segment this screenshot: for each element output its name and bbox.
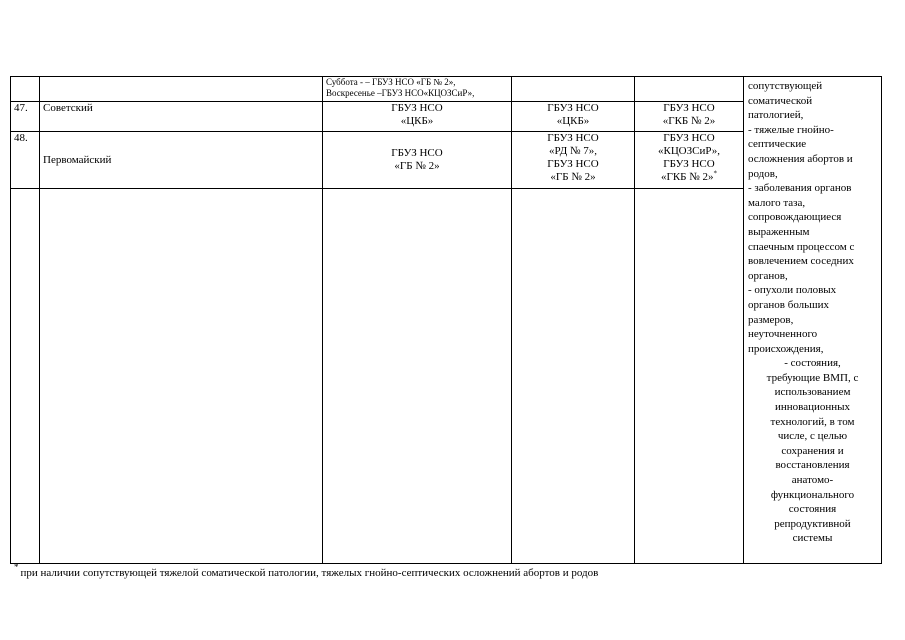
empty-cell (11, 189, 40, 564)
empty-cell (512, 189, 635, 564)
empty-cell (323, 189, 512, 564)
footnote (14, 562, 599, 580)
row-number: 48. (11, 132, 40, 189)
indications-list (748, 79, 877, 356)
indication-line: осложнения абортов и (748, 152, 853, 165)
hospital-cell (635, 132, 744, 189)
indication-line: состояния (788, 503, 837, 516)
indication-line: инновационных (774, 401, 851, 414)
indication-line: сопровождающиеся (748, 211, 842, 224)
indication-line: использованием (774, 386, 851, 399)
indication-line: - опухоли половых (748, 284, 837, 297)
footnote-mark: * (713, 169, 717, 178)
hospital-cell: ГБУЗ НСО «ЦКБ» (512, 102, 635, 132)
indication-line: - состояния, (784, 357, 841, 370)
indication-line: происхождения, (748, 342, 824, 355)
indications-cell (744, 77, 882, 564)
indication-line: органов больших (748, 298, 830, 311)
allocation-table (10, 76, 882, 564)
indication-line: числе, с целью (777, 430, 848, 443)
indication-line: требующие ВМП, с (766, 371, 859, 384)
indication-line: размеров, (748, 313, 794, 326)
cell-col4 (512, 77, 635, 102)
indication-line: - тяжелые гнойно- (748, 123, 834, 136)
empty-cell (635, 189, 744, 564)
indication-line: репродуктивной (774, 517, 851, 530)
cell-district (40, 77, 323, 102)
indications-list-centered (748, 356, 877, 546)
indication-line: патологией, (748, 109, 804, 122)
empty-cell (40, 189, 323, 564)
indication-line: родов, (748, 167, 778, 180)
indication-line: неуточненного (748, 328, 818, 341)
indication-line: выраженным (748, 225, 810, 238)
row-number: 47. (11, 102, 40, 132)
schedule-cell: Суббота - – ГБУЗ НСО «ГБ № 2», Воскресенье –ГБУЗ НСО«КЦОЗСиР», (323, 77, 512, 102)
indication-line: вовлечением соседних (748, 255, 854, 268)
indication-line: септические (748, 138, 807, 151)
district-name: Первомайский (40, 132, 323, 189)
indication-line: - заболевания органов (748, 182, 852, 195)
district-name: Советский (40, 102, 323, 132)
indication-line: органов, (748, 269, 788, 282)
indication-line: восстановления (775, 459, 850, 472)
indication-line: системы (792, 532, 833, 545)
indication-line: спаечным процессом с (748, 240, 855, 253)
indication-line: сопутствующей (748, 80, 823, 92)
indication-line: соматической (748, 94, 813, 107)
hospital-text: ГБУЗ НСО «КЦОЗСиР», ГБУЗ НСО «ГКБ № 2» (658, 132, 720, 183)
footnote-asterisk: * (14, 562, 19, 572)
indication-line: сохранения и (781, 444, 844, 457)
table-row (11, 77, 882, 102)
hospital-cell: ГБУЗ НСО «ЦКБ» (323, 102, 512, 132)
indication-line: малого таза, (748, 196, 806, 209)
indication-line: анатомо- (791, 474, 834, 487)
hospital-cell: ГБУЗ НСО «РД № 7», ГБУЗ НСО «ГБ № 2» (512, 132, 635, 189)
hospital-cell: ГБУЗ НСО «ГКБ № 2» (635, 102, 744, 132)
hospital-cell: ГБУЗ НСО «ГБ № 2» (323, 132, 512, 189)
indication-line: технологий, в том (770, 415, 855, 428)
footnote-text: при наличии сопутствующей тяжелой соматической патологии, тяжелых гнойно-септических осложнений абортов и родов (20, 567, 599, 579)
cell-col5 (635, 77, 744, 102)
indication-line: функционального (770, 488, 855, 501)
cell-num (11, 77, 40, 102)
